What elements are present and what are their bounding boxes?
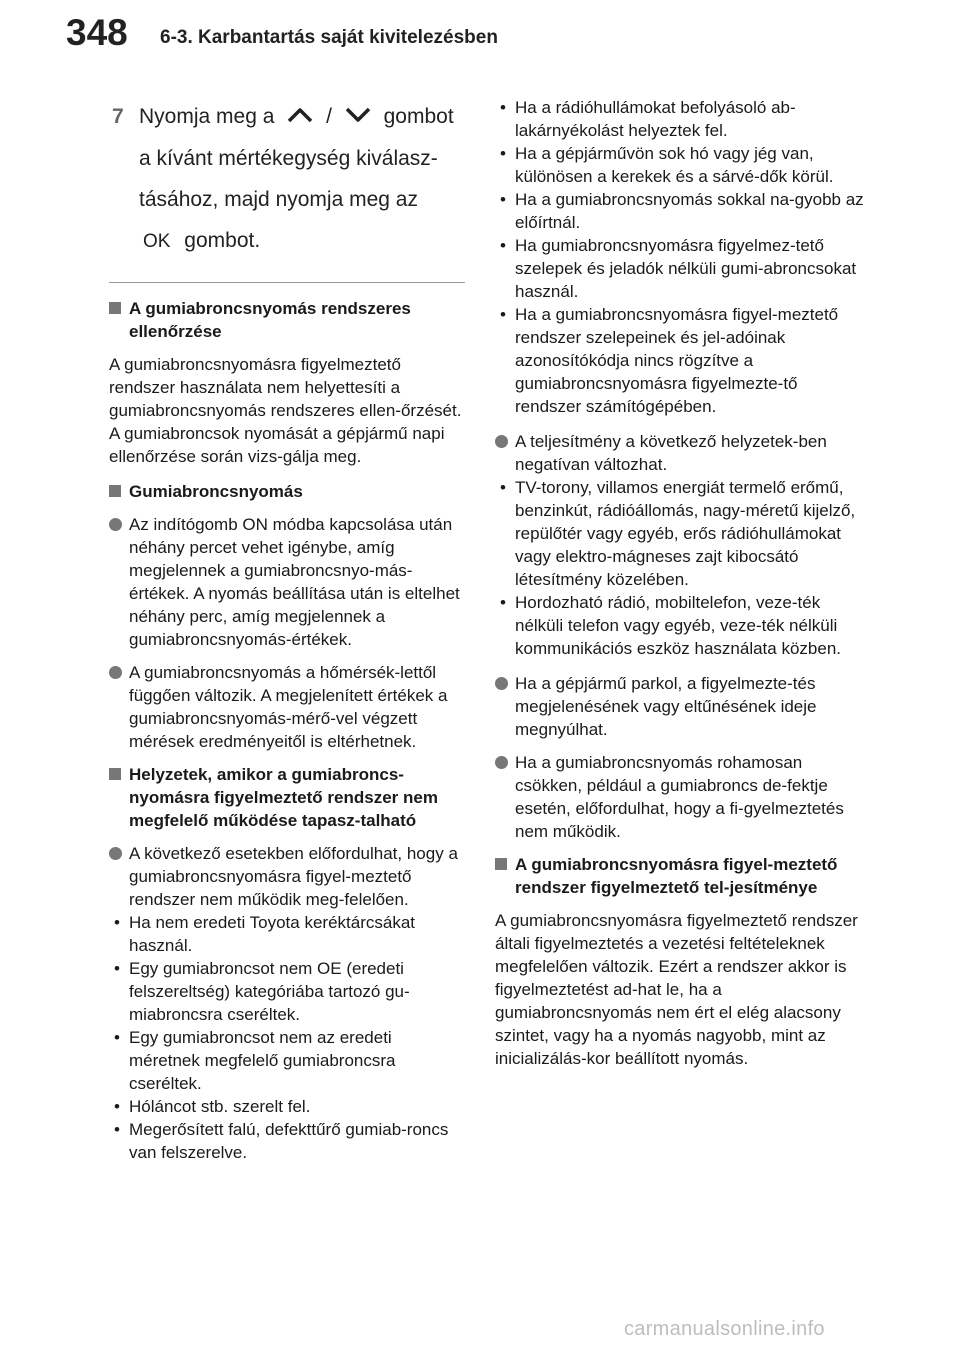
list-item: • Egy gumiabroncsot nem OE (eredeti felszereltség) kategóriába tartozó gu-miabroncsra cseréltek. bbox=[109, 957, 465, 1026]
paragraph-regular-check: A gumiabroncsnyomásra figyelmeztető rendszer használata nem helyettesíti a gumiabroncsnyomás rendszeres ellen-őrzését. A gumiabroncsok nyomását a gépjármű napi ellenőrzése során vizs-gálja meg. bbox=[109, 354, 462, 466]
circle-bullet-icon bbox=[495, 756, 508, 769]
circle-bullet-icon bbox=[109, 847, 122, 860]
watermark: carmanualsonline.info bbox=[624, 1318, 825, 1340]
circle-bullet-icon bbox=[495, 435, 508, 448]
dot-item: Ha a gépjármű parkol, a figyelmezte-tés megjelenésének vagy eltűnésének ideje megnyúlhat. bbox=[495, 672, 865, 741]
dot-item: A következő esetekben előfordulhat, hogy a gumiabroncsnyomásra figyel-meztető rendszer nem működik meg-felelően. bbox=[109, 842, 465, 911]
step-number: 7 bbox=[112, 105, 124, 128]
square-bullet-icon bbox=[109, 302, 121, 314]
dot-item: A teljesítmény a következő helyzetek-ben negatívan változhat. bbox=[495, 430, 865, 476]
bullet-list-continued bbox=[495, 96, 865, 418]
bullet-list bbox=[109, 911, 465, 1164]
square-bullet-icon bbox=[109, 485, 121, 497]
square-bullet-icon bbox=[109, 768, 121, 780]
section-heading-warning-performance: A gumiabroncsnyomásra figyel-meztető rendszer figyelmeztető tel-jesítménye bbox=[495, 853, 865, 899]
dot-item: Ha a gumiabroncsnyomás rohamosan csökken, például a gumiabroncs de-fektje esetén, előfordulhat, hogy a fi-gyelmeztetés nem működik. bbox=[495, 751, 865, 843]
section-heading-regular-check: A gumiabroncsnyomás rendszeres ellenőrzése bbox=[109, 297, 465, 343]
chevron-up-icon bbox=[286, 97, 314, 138]
chapter-title: 6-3. Karbantartás saját kivitelezésben bbox=[160, 27, 498, 48]
step-line-4: OK gombot. bbox=[139, 220, 465, 262]
step-line-1: Nyomja meg a / gombot bbox=[139, 96, 465, 138]
bullet-list bbox=[495, 476, 865, 660]
ok-button-icon: OK bbox=[143, 230, 171, 252]
list-item: • Hóláncot stb. szerelt fel. bbox=[109, 1095, 465, 1118]
list-item: • Ha a gumiabroncsnyomásra figyel-meztető rendszer szelepeinek és jel-adóinak azonosítókódja nincs rögzítve a gumiabroncsnyomásra figyelmezte-tő rendszer számítógépében. bbox=[495, 303, 865, 418]
circle-bullet-icon bbox=[109, 666, 122, 679]
section-heading-malfunction: Helyzetek, amikor a gumiabroncs-nyomásra figyelmeztető rendszer nem megfelelő működése tapasz-talható bbox=[109, 763, 465, 832]
list-item: • Ha a gépjárművön sok hó vagy jég van, különösen a kerekek és a sárvé-dők körül. bbox=[495, 142, 865, 188]
list-item: • Egy gumiabroncsot nem az eredeti méretnek megfelelő gumiabroncsra cseréltek. bbox=[109, 1026, 465, 1095]
page-header bbox=[0, 0, 960, 82]
list-item: • TV-torony, villamos energiát termelő erőmű, benzinkút, rádióállomás, nagy-méretű kijelző, repülőtér vagy egyéb, erős rádióhullámokat vagy elektro-mágneses zajt kibocsátó létesítmény közelében. bbox=[495, 476, 865, 591]
list-item: • Hordozható rádió, mobiltelefon, veze-ték nélküli telefon vagy egyéb, veze-ték nélküli kommunikációs eszköz használata közben. bbox=[495, 591, 865, 660]
page-number: 348 bbox=[66, 12, 128, 53]
list-item: • Ha gumiabroncsnyomásra figyelmez-tető szelepek és jeladók nélküli gumi-abroncsokat használ. bbox=[495, 234, 865, 303]
paragraph-warning-performance: A gumiabroncsnyomásra figyelmeztető rendszer általi figyelmeztetés a vezetési feltételeknek megfelelően változik. Ezért a rendszer akkor is figyelmeztetést ad-hat le, ha a gumiabroncsnyomás nem ért el elég alacsony szintet, vagy ha a nyomás nagyobb, mint az inicializálás-kor beállított nyomás. bbox=[495, 911, 858, 1068]
list-item: • Ha a rádióhullámokat befolyásoló ab-lakárnyékolást helyeztek fel. bbox=[495, 96, 865, 142]
right-column bbox=[495, 96, 865, 1082]
step-line-2: a kívánt mértékegység kiválasz- bbox=[139, 146, 438, 170]
circle-bullet-icon bbox=[495, 677, 508, 690]
left-column bbox=[109, 96, 465, 1176]
circle-bullet-icon bbox=[109, 518, 122, 531]
section-heading-tire-pressure: Gumiabroncsnyomás bbox=[109, 480, 465, 503]
list-item: • Ha a gumiabroncsnyomás sokkal na-gyobb az előírtnál. bbox=[495, 188, 865, 234]
section-divider bbox=[109, 282, 465, 283]
list-item: • Ha nem eredeti Toyota keréktárcsákat használ. bbox=[109, 911, 465, 957]
dot-item: Az indítógomb ON módba kapcsolása után néhány percet vehet igénybe, amíg megjelennek a gumiabroncsnyo-más-értékek. A nyomás beállítása után is eltelhet néhány perc, amíg megjelennek a gumiabroncsnyomás-értékek. bbox=[109, 513, 465, 651]
step-line-3: tásához, majd nyomja meg az bbox=[139, 187, 418, 211]
list-item: • Megerősített falú, defekttűrő gumiab-roncs van felszerelve. bbox=[109, 1118, 465, 1164]
square-bullet-icon bbox=[495, 858, 507, 870]
chevron-down-icon bbox=[344, 97, 372, 138]
dot-item: A gumiabroncsnyomás a hőmérsék-lettől függően változik. A megjelenített értékek a gumiabroncsnyomás-mérő-vel végzett mérések eredményeitől is eltérhetnek. bbox=[109, 661, 465, 753]
step-7 bbox=[109, 96, 465, 262]
